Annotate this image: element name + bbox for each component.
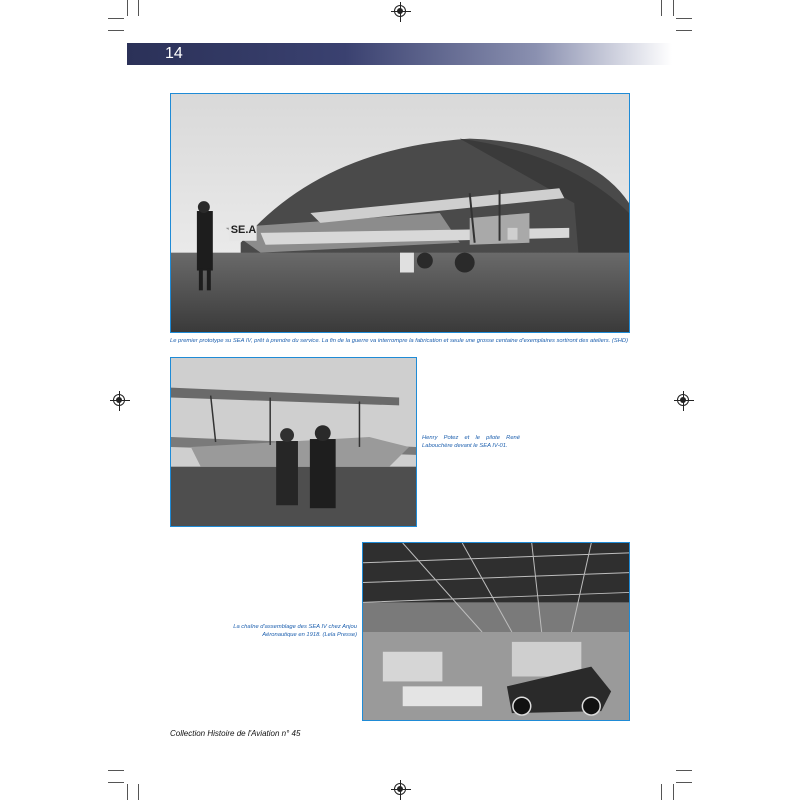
photo-caption: Le premier prototype su SEA IV, prêt à prendre du service. La fin de la guerre va interrompre la fabrication et seule une grosse centaine d'exemplaires sortiront des ateliers. (SHD)	[170, 338, 629, 344]
registration-mark-icon	[394, 783, 406, 795]
registration-mark-icon	[677, 394, 689, 406]
photo-assembly-line	[362, 542, 630, 721]
crop-mark	[108, 782, 124, 783]
crop-mark	[661, 784, 662, 800]
photo-image	[171, 358, 416, 526]
photo-image	[363, 543, 629, 720]
crop-mark	[108, 18, 124, 19]
crop-mark	[676, 30, 692, 31]
photo-caption: La chaîne d'assemblage des SEA IV chez Anjou Aéronautique en 1918. (Lela Presse)	[233, 624, 357, 638]
registration-mark-icon	[113, 394, 125, 406]
page-number: 14	[165, 45, 183, 62]
crop-mark	[661, 0, 662, 16]
photo-sea-iv-prototype	[170, 93, 630, 333]
photo-caption: Henry Potez et le pilote René Labouchère devant le SEA IV-01.	[422, 435, 520, 449]
crop-mark	[108, 770, 124, 771]
crop-mark	[108, 30, 124, 31]
crop-mark	[127, 784, 128, 800]
header-band	[127, 43, 672, 65]
photo-potez-labouchere	[170, 357, 417, 527]
crop-mark	[676, 18, 692, 19]
crop-mark	[673, 0, 674, 16]
registration-mark-icon	[394, 5, 406, 17]
crop-mark	[127, 0, 128, 16]
crop-mark	[138, 784, 139, 800]
photo-image	[171, 94, 629, 332]
crop-mark	[676, 782, 692, 783]
footer-collection-title: Collection Histoire de l'Aviation n° 45	[170, 729, 301, 738]
crop-mark	[138, 0, 139, 16]
aircraft-marking: SE.A	[230, 223, 257, 236]
crop-mark	[676, 770, 692, 771]
crop-mark	[673, 784, 674, 800]
